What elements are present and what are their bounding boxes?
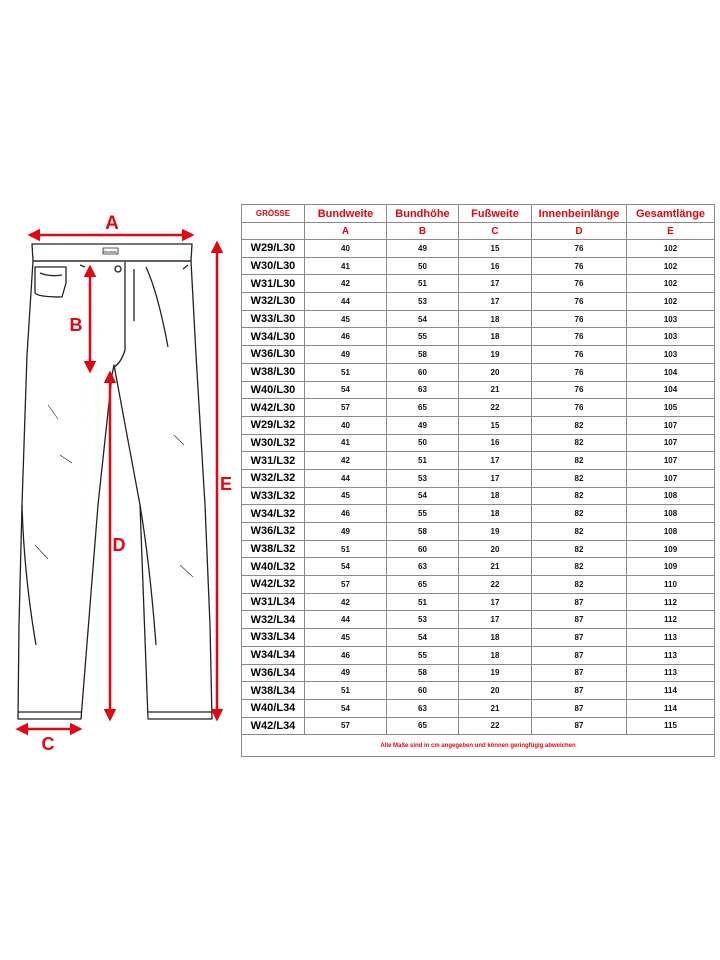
cell-total-length: 103 (627, 310, 715, 328)
cell-total-length: 107 (627, 469, 715, 487)
cell-waist: 49 (305, 346, 387, 364)
cell-total-length: 108 (627, 505, 715, 523)
cell-rise: 65 (387, 717, 459, 735)
cell-size: W34/L34 (242, 646, 305, 664)
cell-total-length: 107 (627, 434, 715, 452)
cell-size: W31/L30 (242, 275, 305, 293)
table-row (242, 275, 715, 293)
table-row (242, 363, 715, 381)
cell-size: W36/L30 (242, 346, 305, 364)
cell-rise: 54 (387, 487, 459, 505)
cell-leg-opening: 15 (459, 416, 532, 434)
cell-waist: 41 (305, 257, 387, 275)
footnote: Alle Maße sind in cm angegeben und können geringfügig abweichen (242, 735, 715, 757)
cell-rise: 51 (387, 452, 459, 470)
cell-waist: 40 (305, 240, 387, 258)
cell-size: W42/L32 (242, 576, 305, 594)
cell-inseam: 82 (532, 434, 627, 452)
measure-arrow-d (110, 373, 126, 719)
cell-size: W42/L34 (242, 717, 305, 735)
pants-measurement-diagram (0, 205, 240, 765)
measure-arrow-b (70, 267, 91, 371)
table-row (242, 682, 715, 700)
cell-inseam: 82 (532, 523, 627, 541)
cell-waist: 57 (305, 399, 387, 417)
header-total-length: Gesamtlänge (627, 205, 715, 223)
cell-size: W32/L30 (242, 293, 305, 311)
table-row (242, 293, 715, 311)
cell-size: W31/L32 (242, 452, 305, 470)
cell-inseam: 87 (532, 646, 627, 664)
cell-total-length: 104 (627, 363, 715, 381)
cell-leg-opening: 22 (459, 576, 532, 594)
cell-rise: 54 (387, 310, 459, 328)
header-size: GRÖSSE (242, 205, 305, 223)
cell-size: W30/L30 (242, 257, 305, 275)
brand-tag-label: Mustang (103, 250, 117, 254)
cell-inseam: 87 (532, 682, 627, 700)
cell-rise: 51 (387, 593, 459, 611)
cell-rise: 58 (387, 523, 459, 541)
cell-size: W38/L34 (242, 682, 305, 700)
cell-rise: 49 (387, 416, 459, 434)
cell-inseam: 76 (532, 310, 627, 328)
cell-size: W32/L32 (242, 469, 305, 487)
cell-size: W29/L32 (242, 416, 305, 434)
cell-total-length: 107 (627, 416, 715, 434)
header-leg-opening: Fußweite (459, 205, 532, 223)
footnote-row (242, 735, 715, 757)
table-row (242, 310, 715, 328)
table-row (242, 593, 715, 611)
table-row (242, 717, 715, 735)
cell-inseam: 76 (532, 346, 627, 364)
cell-rise: 53 (387, 293, 459, 311)
cell-size: W33/L30 (242, 310, 305, 328)
table-row (242, 576, 715, 594)
cell-inseam: 87 (532, 611, 627, 629)
cell-waist: 57 (305, 576, 387, 594)
cell-waist: 49 (305, 523, 387, 541)
cell-leg-opening: 17 (459, 593, 532, 611)
cell-leg-opening: 16 (459, 434, 532, 452)
cell-inseam: 76 (532, 328, 627, 346)
measure-arrow-c (18, 729, 80, 754)
cell-rise: 53 (387, 469, 459, 487)
cell-inseam: 87 (532, 699, 627, 717)
cell-leg-opening: 22 (459, 399, 532, 417)
cell-rise: 60 (387, 363, 459, 381)
table-row (242, 257, 715, 275)
cell-leg-opening: 19 (459, 664, 532, 682)
cell-rise: 65 (387, 399, 459, 417)
cell-size: W34/L30 (242, 328, 305, 346)
cell-inseam: 82 (532, 469, 627, 487)
cell-inseam: 87 (532, 593, 627, 611)
cell-total-length: 110 (627, 576, 715, 594)
cell-waist: 45 (305, 310, 387, 328)
cell-waist: 57 (305, 717, 387, 735)
cell-size: W40/L34 (242, 699, 305, 717)
cell-total-length: 114 (627, 699, 715, 717)
cell-size: W34/L32 (242, 505, 305, 523)
table-row (242, 469, 715, 487)
cell-total-length: 109 (627, 540, 715, 558)
cell-waist: 54 (305, 558, 387, 576)
size-rows (242, 240, 715, 735)
cell-total-length: 102 (627, 275, 715, 293)
cell-inseam: 82 (532, 505, 627, 523)
cell-waist: 46 (305, 328, 387, 346)
table-row (242, 452, 715, 470)
table-row (242, 523, 715, 541)
cell-total-length: 103 (627, 346, 715, 364)
letter-a: A (305, 223, 387, 240)
measure-arrow-e (217, 243, 232, 719)
header-row (242, 205, 715, 223)
cell-waist: 54 (305, 381, 387, 399)
letter-d: D (532, 223, 627, 240)
cell-inseam: 82 (532, 416, 627, 434)
cell-total-length: 115 (627, 717, 715, 735)
cell-total-length: 107 (627, 452, 715, 470)
cell-leg-opening: 17 (459, 469, 532, 487)
cell-inseam: 82 (532, 540, 627, 558)
cell-total-length: 113 (627, 629, 715, 647)
cell-size: W32/L34 (242, 611, 305, 629)
cell-leg-opening: 18 (459, 487, 532, 505)
cell-size: W42/L30 (242, 399, 305, 417)
cell-size: W33/L32 (242, 487, 305, 505)
cell-total-length: 102 (627, 257, 715, 275)
cell-rise: 58 (387, 664, 459, 682)
table-row (242, 399, 715, 417)
cell-size: W33/L34 (242, 629, 305, 647)
cell-inseam: 76 (532, 363, 627, 381)
letter-row (242, 223, 715, 240)
cell-leg-opening: 15 (459, 240, 532, 258)
cell-waist: 51 (305, 682, 387, 700)
table-row (242, 434, 715, 452)
cell-waist: 44 (305, 611, 387, 629)
label-b: B (69, 315, 83, 335)
cell-waist: 49 (305, 664, 387, 682)
letter-blank (242, 223, 305, 240)
header-inseam: Innenbeinlänge (532, 205, 627, 223)
pants-outline (18, 244, 212, 719)
cell-leg-opening: 21 (459, 699, 532, 717)
cell-total-length: 113 (627, 664, 715, 682)
cell-rise: 55 (387, 646, 459, 664)
table-row (242, 629, 715, 647)
cell-rise: 65 (387, 576, 459, 594)
cell-waist: 42 (305, 275, 387, 293)
cell-total-length: 102 (627, 293, 715, 311)
cell-leg-opening: 18 (459, 328, 532, 346)
cell-leg-opening: 21 (459, 381, 532, 399)
table-row (242, 487, 715, 505)
cell-rise: 51 (387, 275, 459, 293)
cell-rise: 60 (387, 682, 459, 700)
table-row (242, 540, 715, 558)
table-row (242, 240, 715, 258)
cell-size: W38/L30 (242, 363, 305, 381)
cell-waist: 44 (305, 293, 387, 311)
cell-leg-opening: 17 (459, 275, 532, 293)
cell-waist: 42 (305, 452, 387, 470)
label-a: A (105, 213, 119, 234)
cell-waist: 46 (305, 505, 387, 523)
cell-rise: 63 (387, 558, 459, 576)
table-row (242, 611, 715, 629)
cell-total-length: 109 (627, 558, 715, 576)
cell-size: W40/L30 (242, 381, 305, 399)
cell-inseam: 76 (532, 257, 627, 275)
cell-rise: 63 (387, 381, 459, 399)
cell-total-length: 102 (627, 240, 715, 258)
cell-inseam: 82 (532, 558, 627, 576)
cell-size: W36/L34 (242, 664, 305, 682)
cell-leg-opening: 18 (459, 646, 532, 664)
table-row (242, 416, 715, 434)
cell-inseam: 87 (532, 717, 627, 735)
cell-size: W30/L32 (242, 434, 305, 452)
cell-leg-opening: 18 (459, 629, 532, 647)
cell-waist: 46 (305, 646, 387, 664)
size-chart-table (241, 204, 715, 757)
label-e: E (219, 474, 233, 494)
cell-total-length: 113 (627, 646, 715, 664)
cell-total-length: 103 (627, 328, 715, 346)
table-row (242, 381, 715, 399)
cell-leg-opening: 17 (459, 611, 532, 629)
cell-leg-opening: 20 (459, 682, 532, 700)
cell-inseam: 87 (532, 664, 627, 682)
cell-total-length: 108 (627, 487, 715, 505)
cell-rise: 50 (387, 257, 459, 275)
cell-inseam: 76 (532, 240, 627, 258)
cell-rise: 58 (387, 346, 459, 364)
cell-total-length: 112 (627, 593, 715, 611)
table-row (242, 328, 715, 346)
cell-rise: 53 (387, 611, 459, 629)
cell-leg-opening: 19 (459, 346, 532, 364)
cell-waist: 41 (305, 434, 387, 452)
table-row (242, 699, 715, 717)
cell-size: W36/L32 (242, 523, 305, 541)
cell-rise: 60 (387, 540, 459, 558)
letter-b: B (387, 223, 459, 240)
label-c: C (41, 734, 55, 754)
cell-total-length: 112 (627, 611, 715, 629)
cell-total-length: 108 (627, 523, 715, 541)
cell-size: W29/L30 (242, 240, 305, 258)
cell-inseam: 76 (532, 399, 627, 417)
label-d: D (112, 535, 126, 555)
cell-leg-opening: 22 (459, 717, 532, 735)
table-row (242, 505, 715, 523)
cell-size: W38/L32 (242, 540, 305, 558)
cell-rise: 55 (387, 328, 459, 346)
cell-waist: 54 (305, 699, 387, 717)
cell-leg-opening: 20 (459, 540, 532, 558)
cell-waist: 42 (305, 593, 387, 611)
letter-c: C (459, 223, 532, 240)
header-rise: Bundhöhe (387, 205, 459, 223)
cell-leg-opening: 17 (459, 452, 532, 470)
cell-waist: 51 (305, 363, 387, 381)
cell-waist: 45 (305, 629, 387, 647)
cell-total-length: 105 (627, 399, 715, 417)
cell-rise: 49 (387, 240, 459, 258)
cell-leg-opening: 17 (459, 293, 532, 311)
cell-total-length: 104 (627, 381, 715, 399)
cell-leg-opening: 20 (459, 363, 532, 381)
cell-leg-opening: 16 (459, 257, 532, 275)
letter-e: E (627, 223, 715, 240)
cell-inseam: 82 (532, 452, 627, 470)
cell-leg-opening: 18 (459, 505, 532, 523)
cell-rise: 50 (387, 434, 459, 452)
table-row (242, 346, 715, 364)
cell-leg-opening: 21 (459, 558, 532, 576)
cell-rise: 54 (387, 629, 459, 647)
cell-size: W40/L32 (242, 558, 305, 576)
table-row (242, 558, 715, 576)
cell-rise: 63 (387, 699, 459, 717)
cell-waist: 51 (305, 540, 387, 558)
table-row (242, 646, 715, 664)
header-waist: Bundweite (305, 205, 387, 223)
cell-inseam: 82 (532, 487, 627, 505)
cell-rise: 55 (387, 505, 459, 523)
cell-size: W31/L34 (242, 593, 305, 611)
cell-total-length: 114 (627, 682, 715, 700)
measure-arrow-a (30, 213, 192, 235)
cell-inseam: 87 (532, 629, 627, 647)
table-row (242, 664, 715, 682)
cell-leg-opening: 18 (459, 310, 532, 328)
cell-inseam: 76 (532, 293, 627, 311)
cell-waist: 45 (305, 487, 387, 505)
cell-waist: 44 (305, 469, 387, 487)
cell-inseam: 82 (532, 576, 627, 594)
cell-leg-opening: 19 (459, 523, 532, 541)
cell-inseam: 76 (532, 381, 627, 399)
cell-waist: 40 (305, 416, 387, 434)
cell-inseam: 76 (532, 275, 627, 293)
